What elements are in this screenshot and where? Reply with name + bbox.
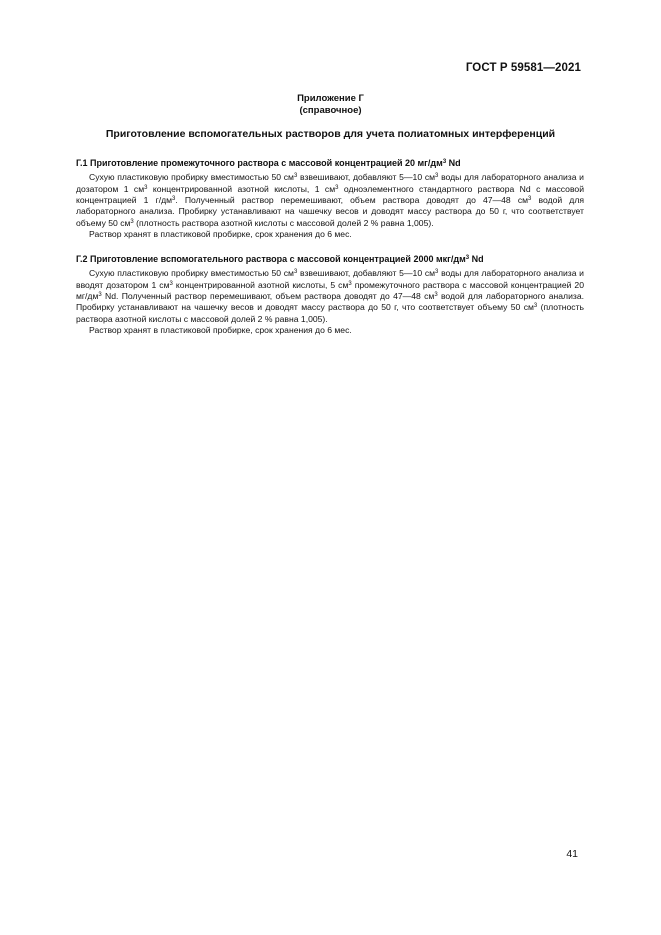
section-heading: Г.2 Приготовление вспомогательного раствора с массовой концентрацией 2000 мкг/$дм^3$ Nd [76,254,484,264]
section-paragraph: Сухую пластиковую пробирку вместимостью 50 $см^3$ взвешивают, добавляют 5—10 $см^3$ воды для лабораторного анализа и дозатором 1 $см^3$ концентрированной азотной кислоты, 1 $см^3$ одноэлементного стандартного раствора Nd с массовой концентрацией 1 $г/дм^3$. Полученный раствор перемешивают, объем раствора доводят до 47—48 $см^3$ водой для лабораторного анализа. Пробирку устанавливают на чашечку весов и доводят массу раствора до 50 г, что соответствует объему 50 $см^3$ (плотность раствора азотной кислоты с массовой долей 2 % равна 1,005). [76,172,584,228]
appendix-type: (справочное) [299,104,362,116]
section-g1 [76,158,584,240]
section-g2 [76,254,584,336]
page-number: 41 [566,848,578,860]
storage-note: Раствор хранят в пластиковой пробирке, срок хранения до 6 мес. [89,325,352,336]
storage-note: Раствор хранят в пластиковой пробирке, срок хранения до 6 мес. [89,229,352,240]
standard-number: ГОСТ Р 59581—2021 [465,62,581,74]
appendix-heading [0,93,661,116]
section-heading: Г.1 Приготовление промежуточного раствора с массовой концентрацией 20 $мг/дм^3$ Nd [76,158,461,168]
document-title: Приготовление вспомогательных растворов для учета полиатомных интерференций [105,128,556,140]
section-paragraph: Сухую пластиковую пробирку вместимостью 50 $см^3$ взвешивают, добавляют 5—10 $см^3$ воды для лабораторного анализа и вводят дозатором 1 $см^3$ концентрированной азотной кислоты, 5 $см^3$ промежуточного раствора с массовой концентрацией 20 $мг/дм^3$ Nd. Полученный раствор перемешивают, объем раствора доводят до 47—48 $см^3$ водой для лабораторного анализа. Пробирку устанавливают на чашечку весов и доводят массу раствора до 50 г, что соответствует объему 50 $см^3$ (плотность раствора азотной кислоты с массовой долей 2 % равна 1,005). [76,268,584,324]
appendix-title: Приложение Г [297,93,364,104]
